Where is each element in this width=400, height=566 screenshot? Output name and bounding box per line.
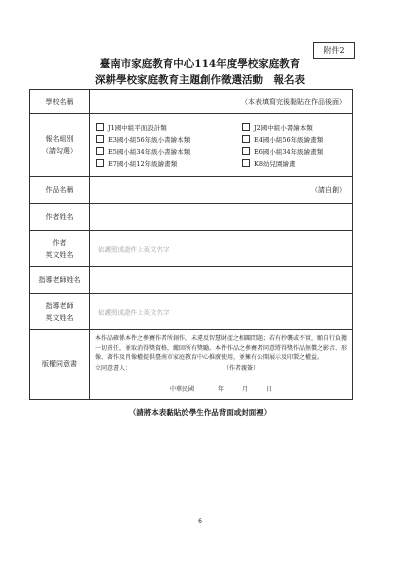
category-label-note: （請勾選）	[42, 147, 77, 155]
teacher-english-label-cell	[30, 294, 90, 330]
category-label: 報名組別	[45, 135, 74, 143]
category-option-e4[interactable]: E4國小組56年級繪畫類	[242, 135, 362, 144]
author-english-placeholder: 依護照或證件上英文名字	[98, 245, 170, 253]
footnote: （請將本表黏貼於學生作品背面或封面裡）	[128, 408, 272, 417]
form-title-line-2: 深耕學校家庭教育主題創作徵選活動 報名表	[95, 74, 305, 86]
school-row	[30, 90, 353, 114]
checkbox-icon[interactable]	[242, 135, 250, 143]
category-option-e7[interactable]: E7國小組12年級繪畫類	[96, 159, 242, 168]
checkbox-icon[interactable]	[96, 123, 104, 131]
category-row	[30, 114, 353, 177]
consent-row	[30, 330, 353, 400]
consent-body	[90, 330, 352, 399]
teacher-english-label-2: 英文姓名	[45, 313, 74, 322]
checkbox-icon[interactable]	[96, 147, 104, 155]
form-title-line-1: 臺南市家庭教育中心114年度學校家庭教育	[99, 58, 301, 70]
consent-signature-line[interactable]	[95, 364, 347, 374]
category-option-k8[interactable]: K8幼兒園繪畫	[242, 159, 362, 168]
author-name-field[interactable]	[90, 204, 353, 231]
category-option-j1[interactable]: J1國中組平面設計類	[96, 123, 242, 132]
work-title-field[interactable]	[90, 177, 353, 204]
consent-signer-note: （作者親簽）	[223, 364, 260, 372]
author-english-label-cell	[30, 231, 90, 267]
category-label-cell	[30, 114, 90, 177]
author-label: 作者姓名	[30, 204, 90, 231]
consent-date-line[interactable]: 中華民國 年 月 日	[170, 386, 273, 393]
registration-form-table	[29, 89, 353, 400]
author-english-label: 作者	[52, 238, 67, 247]
checkbox-icon[interactable]	[96, 159, 104, 167]
category-option-e6[interactable]: E6國小組34年級繪畫類	[242, 147, 362, 156]
teacher-label: 指導老師姓名	[30, 267, 90, 294]
checkbox-icon[interactable]	[242, 123, 250, 131]
work-title-label: 作品名稱	[30, 177, 90, 204]
author-english-row	[30, 231, 353, 267]
author-english-field[interactable]	[90, 231, 353, 267]
author-english-label-2: 英文姓名	[45, 250, 74, 259]
work-title-hint: （請自創）	[311, 186, 346, 194]
teacher-row	[30, 267, 353, 294]
consent-label: 版權同意書	[30, 330, 90, 400]
consent-text: 本作品確係本件之參賽作者所創作，未違反智慧財產之相關問題；若有抄襲或不實，願自行負擔一切責任，並取消得獎資格，繳回所有獎勵。本件作品之參賽者同意將得獎作品無償之影音、形像、著作及肖像權提供臺南市家庭教育中心推廣使用，並擁有公開展示及印製之權益。	[95, 335, 348, 361]
checkbox-icon[interactable]	[242, 147, 250, 155]
work-title-row	[30, 177, 353, 204]
teacher-english-row	[30, 294, 353, 330]
consent-signer-label: 立同意書人：	[95, 364, 132, 372]
school-field[interactable]	[90, 90, 353, 114]
teacher-name-field[interactable]	[90, 267, 353, 294]
teacher-english-field[interactable]	[90, 294, 353, 330]
checkbox-icon[interactable]	[242, 159, 250, 167]
school-hint: （本表填寫完後黏貼在作品後面）	[241, 97, 346, 106]
teacher-english-placeholder: 依護照或證件上英文名字	[98, 308, 170, 316]
page-number: 6	[198, 518, 202, 525]
category-options-cell	[90, 114, 353, 177]
category-option-e5[interactable]: E5國小組34年級小書繪本類	[96, 147, 242, 156]
category-option-e3[interactable]: E3國小組56年級小書繪本類	[96, 135, 242, 144]
category-option-j2[interactable]: J2國中組小書繪本類	[242, 123, 362, 132]
author-row	[30, 204, 353, 231]
school-label: 學校名稱	[30, 90, 90, 114]
teacher-english-label: 指導老師	[45, 301, 74, 310]
consent-cell	[90, 330, 353, 400]
checkbox-icon[interactable]	[96, 135, 104, 143]
attachment-label: 附件2	[313, 42, 355, 59]
category-options	[90, 118, 352, 173]
